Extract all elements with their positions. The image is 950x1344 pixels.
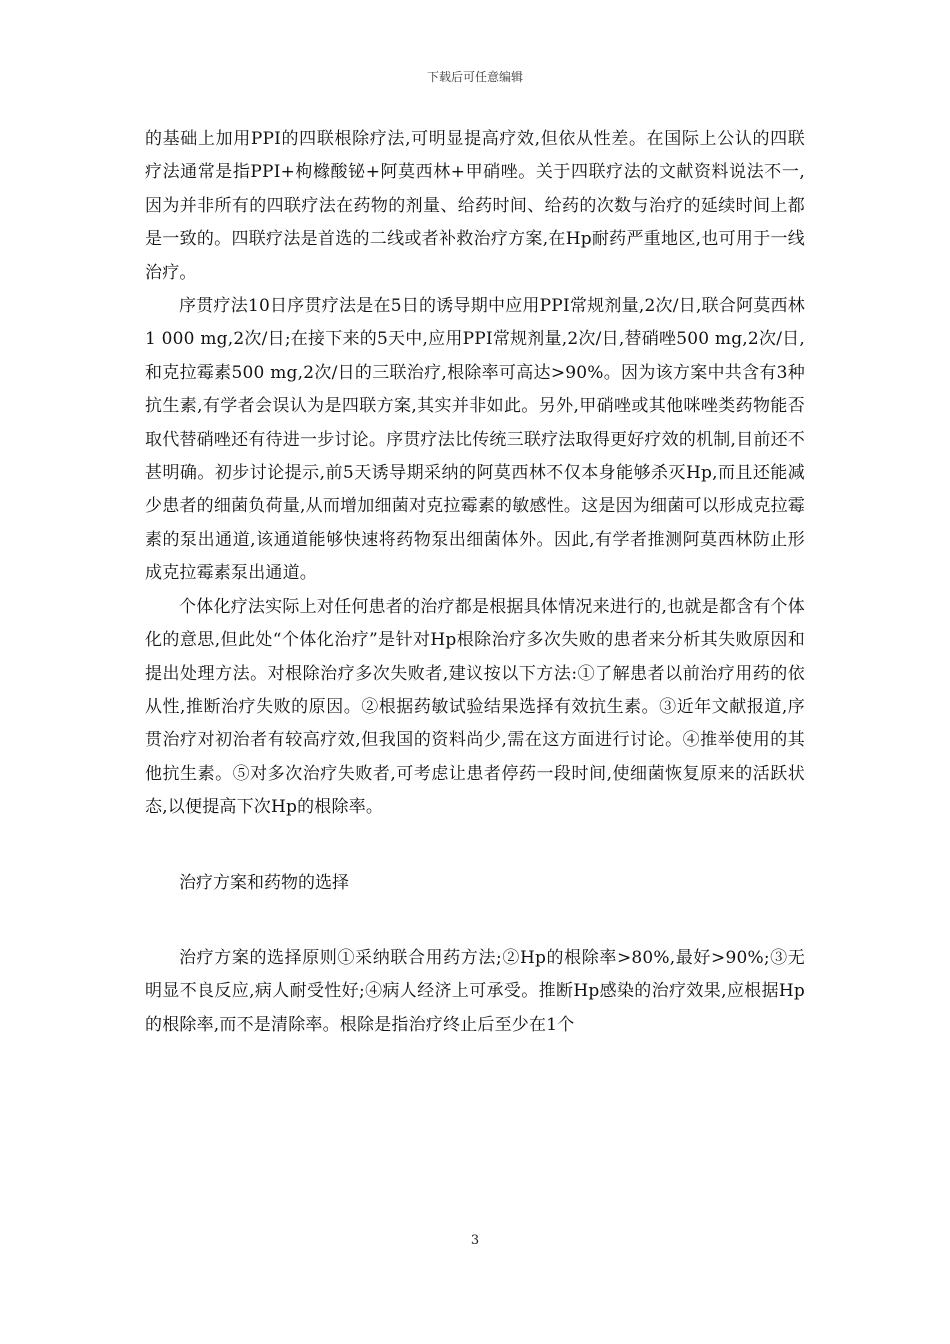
document-body xyxy=(145,123,805,1042)
paragraph-quadruple-therapy: 的基础上加用PPI的四联根除疗法,可明显提高疗效,但依从性差。在国际上公认的四联疗法通常是指PPI+枸橼酸铋+阿莫西林+甲硝唑。关于四联疗法的文献资料说法不一,因为并非所有的四联疗法在药物的剂量、给药时间、给药的次数与治疗的延续时间上都是一致的。四联疗法是首选的二线或者补救治疗方案,在Hp耐药严重地区,也可用于一线治疗。 xyxy=(145,129,805,283)
page-number: 3 xyxy=(470,1233,480,1248)
paragraph-selection-principles: 治疗方案的选择原则①采纳联合用药方法;②Hp的根除率>80%,最好>90%;③无明显不良反应,病人耐受性好;④病人经济上可承受。推断Hp感染的治疗效果,应根据Hp的根除率,而不是清除率。根除是指治疗终止后至少在1个 xyxy=(145,947,805,1035)
section-title: 治疗方案和药物的选择 xyxy=(179,872,349,893)
paragraph-individualized-therapy: 个体化疗法实际上对任何患者的治疗都是根据具体情况来进行的,也就是都含有个体化的意思,但此处“个体化治疗”是针对Hp根除治疗多次失败的患者来分析其失败原因和提出处理方法。对根除治疗多次失败者,建议按以下方法:①了解患者以前治疗用药的依从性,推断治疗失败的原因。②根据药敏试验结果选择有效抗生素。③近年文献报道,序贯治疗对初治者有较高疗效,但我国的资料尚少,需在这方面进行讨论。④推举使用的其他抗生素。⑤对多次治疗失败者,可考虑让患者停药一段时间,使细菌恢复原来的活跃状态,以便提高下次Hp的根除率。 xyxy=(145,596,805,818)
page-header: 下载后可任意编辑 xyxy=(426,70,523,84)
paragraph-sequential-therapy: 序贯疗法10日序贯疗法是在5日的诱导期中应用PPI常规剂量,2次/日,联合阿莫西林1 000 mg,2次/日;在接下来的5天中,应用PPI常规剂量,2次/日,替硝唑500 mg,2次/日,和克拉霉素500 mg,2次/日的三联治疗,根除率可高达>90%。因为该方案中共含有3种抗生素,有学者会误认为是四联方案,其实并非如此。另外,甲硝唑或其他咪唑类药物能否取代替硝唑还有待进一步讨论。序贯疗法比传统三联疗法取得更好疗效的机制,目前还不甚明确。初步讨论提示,前5天诱导期采纳的阿莫西林不仅本身能够杀灭Hp,而且还能减少患者的细菌负荷量,从而增加细菌对克拉霉素的敏感性。这是因为细菌可以形成克拉霉素的泵出通道,该通道能够快速将药物泵出细菌体外。因此,有学者推测阿莫西林防止形成克拉霉素泵出通道。 xyxy=(145,296,805,584)
